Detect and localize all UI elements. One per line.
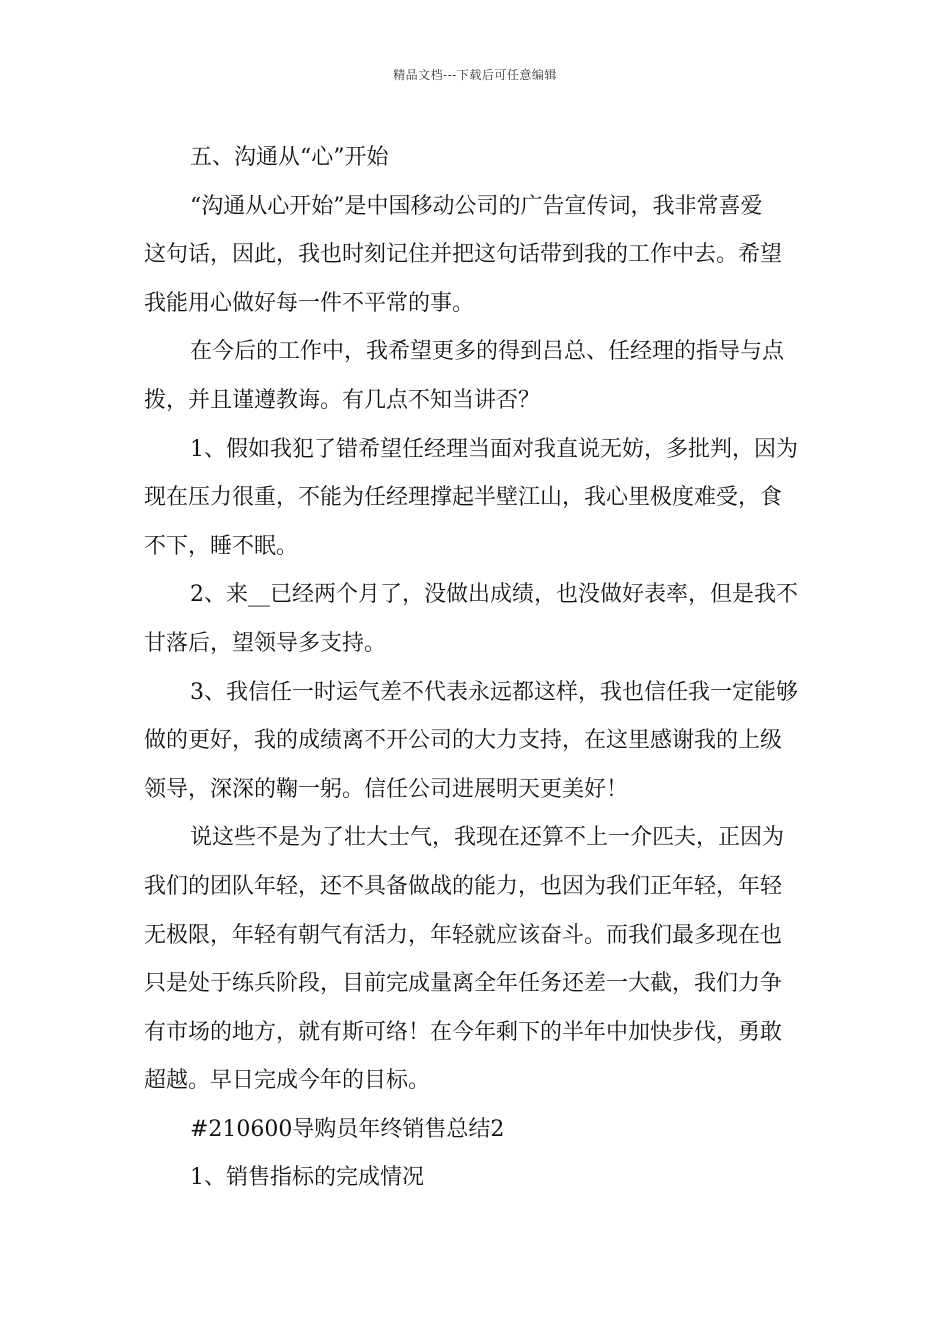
header-note: 精品文档---下载后可任意编辑 xyxy=(393,68,557,82)
document-subtitle: #210600导购员年终销售总结2 xyxy=(190,1116,505,1142)
paragraph-line: 有市场的地方，就有斯可络！在今年剩下的半年中加快步伐，勇敢 xyxy=(144,1019,783,1045)
paragraph-line: 无极限，年轻有朝气有活力，年轻就应该奋斗。而我们最多现在也 xyxy=(144,922,783,948)
paragraph-line: 拨，并且谨遵教诲。有几点不知当讲否？ xyxy=(144,387,541,413)
paragraph-line: 我能用心做好每一件不平常的事。 xyxy=(144,290,475,316)
paragraph-line: 我们的团队年轻，还不具备做战的能力，也因为我们正年轻，年轻 xyxy=(144,873,783,899)
paragraph-line: 这句话，因此，我也时刻记住并把这句话带到我的工作中去。希望 xyxy=(144,242,783,268)
paragraph-line: 只是处于练兵阶段，目前完成量离全年任务还差一大截，我们力争 xyxy=(144,971,783,997)
list-item-line: 1、假如我犯了错希望任经理当面对我直说无妨，多批判，因为 xyxy=(190,436,798,462)
document-body xyxy=(144,134,808,1203)
paragraph-line: 说这些不是为了壮大士气，我现在还算不上一介匹夫，正因为 xyxy=(190,825,785,851)
list-item-line: 做的更好，我的成绩离不开公司的大力支持，在这里感谢我的上级 xyxy=(144,728,783,754)
list-item-line: 3、我信任一时运气差不代表永远都这样，我也信任我一定能够 xyxy=(190,679,798,705)
list-item-line: 领导，深深的鞠一躬。信任公司进展明天更美好！ xyxy=(144,776,629,802)
list-item-line: 2、来__已经两个月了，没做出成绩，也没做好表率，但是我不 xyxy=(190,582,798,608)
section-heading: 1、销售指标的完成情况 xyxy=(190,1165,424,1191)
list-item-line: 不下，睡不眠。 xyxy=(144,533,299,559)
paragraph-line: “沟通从心开始”是中国移动公司的广告宣传词，我非常喜爱 xyxy=(190,193,763,219)
paragraph-line: 在今后的工作中，我希望更多的得到吕总、任经理的指导与点 xyxy=(190,339,785,365)
list-item-line: 甘落后，望领导多支持。 xyxy=(144,630,387,656)
list-item-line: 现在压力很重，不能为任经理撑起半壁江山，我心里极度难受，食 xyxy=(144,485,783,511)
section-heading: 五、沟通从“心”开始 xyxy=(190,145,389,170)
paragraph-line: 超越。早日完成今年的目标。 xyxy=(144,1068,431,1094)
